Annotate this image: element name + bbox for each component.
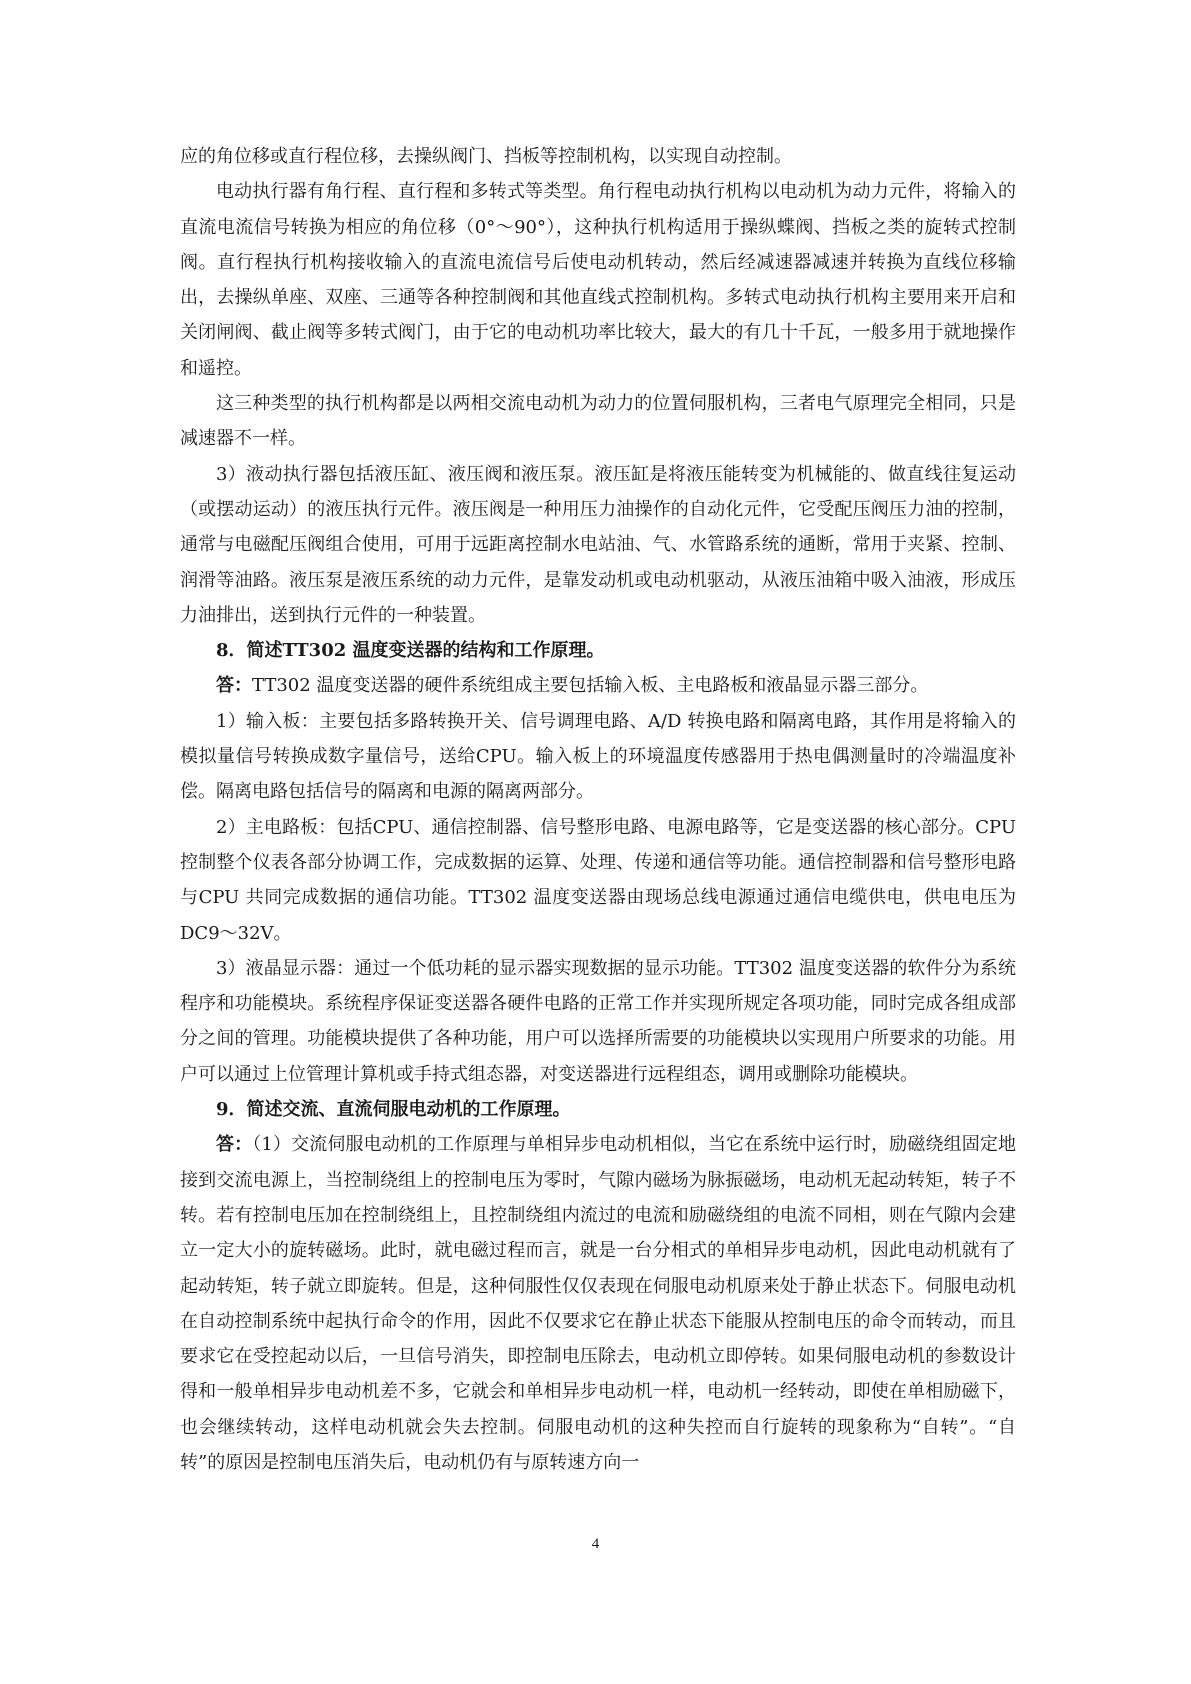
question-heading-8: 8．简述TT302 温度变送器的结构和工作原理。 — [216, 640, 605, 662]
answer-text: TT302 温度变送器的硬件系统组成主要包括输入板、主电路板和液晶显示器三部分。 — [252, 675, 929, 697]
answer-paragraph-8 — [180, 668, 1016, 703]
page-content — [180, 139, 1016, 1480]
page-number: 4 — [591, 1536, 600, 1552]
paragraph-electric-actuator-types: 电动执行器有角行程、直行程和多转式等类型。角行程电动执行机构以电动机为动力元件，将输入的直流电流信号转换为相应的角位移（0°～90°），这种执行机构适用于操纵蝶阀、挡板之类的旋转式控制阀。直行程执行机构接收输入的直流电流信号后使电动机转动，然后经减速器减速并转换为直线位移输出，去操纵单座、双座、三通等各种控制阀和其他直线式控制机构。多转式电动执行机构主要用来开启和关闭闸阀、截止阀等多转式阀门，由于它的电动机功率比较大，最大的有几十千瓦，一般多用于就地操作和遥控。 — [180, 181, 1016, 379]
answer-label: 答： — [216, 675, 252, 697]
paragraph-servo-mechanism: 这三种类型的执行机构都是以两相交流电动机为动力的位置伺服机构，三者电气原理完全相同，只是减速器不一样。 — [180, 393, 1016, 450]
paragraph-lcd-display: 3）液晶显示器：通过一个低功耗的显示器实现数据的显示功能。TT302 温度变送器的软件分为系统程序和功能模块。系统程序保证变送器各硬件电路的正常工作并实现所规定各项功能，同时完成各组成部分之间的管理。功能模块提供了各种功能，用户可以选择所需要的功能模块以实现用户所要求的功能。用户可以通过上位管理计算机或手持式组态器，对变送器进行远程组态，调用或删除功能模块。 — [180, 957, 1016, 1085]
paragraph-continuation: 应的角位移或直行程位移，去操纵阀门、挡板等控制机构，以实现自动控制。 — [180, 146, 792, 167]
paragraph-input-board: 1）输入板：主要包括多路转换开关、信号调理电路、A/D 转换电路和隔离电路，其作用是将输入的模拟量信号转换成数字量信号，送给CPU。输入板上的环境温度传感器用于热电偶测量时的冷端温度补偿。隔离电路包括信号的隔离和电源的隔离两部分。 — [180, 710, 1016, 803]
paragraph-hydraulic-actuator: 3）液动执行器包括液压缸、液压阀和液压泵。液压缸是将液压能转变为机械能的、做直线往复运动（或摆动运动）的液压执行元件。液压阀是一种用压力油操作的自动化元件，它受配压阀压力油的控制，通常与电磁配压阀组合使用，可用于远距离控制水电站油、气、水管路系统的通断，常用于夹紧、控制、润滑等油路。液压泵是液压系统的动力元件，是靠发动机或电动机驱动，从液压油箱中吸入油液，形成压力油排出，送到执行元件的一种装置。 — [180, 463, 1016, 626]
answer-paragraph-9 — [180, 1127, 1016, 1480]
answer-text: （1）交流伺服电动机的工作原理与单相异步电动机相似，当它在系统中运行时，励磁绕组固定地接到交流电源上，当控制绕组上的控制电压为零时，气隙内磁场为脉振磁场，电动机无起动转矩，转子不转。若有控制电压加在控制绕组上，且控制绕组内流过的电流和励磁绕组的电流不同相，则在气隙内会建立一定大小的旋转磁场。此时，就电磁过程而言，就是一台分相式的单相异步电动机，因此电动机就有了起动转矩，转子就立即旋转。但是，这种伺服性仅仅表现在伺服电动机原来处于静止状态下。伺服电动机在自动控制系统中起执行命令的作用，因此不仅要求它在静止状态下能服从控制电压的命令而转动，而且要求它在受控起动以后，一旦信号消失，即控制电压除去，电动机立即停转。如果伺服电动机的参数设计得和一般单相异步电动机差不多，它就会和单相异步电动机一样，电动机一经转动，即使在单相励磁下，也会继续转动，这样电动机就会失去控制。伺服电动机的这种失控而自行旋转的现象称为“自转”。“自转”的原因是控制电压消失后，电动机仍有与原转速方向一 — [180, 1134, 1017, 1473]
question-heading-9: 9．简述交流、直流伺服电动机的工作原理。 — [216, 1099, 571, 1121]
paragraph-main-board: 2）主电路板：包括CPU、通信控制器、信号整形电路、电源电路等，它是变送器的核心部分。CPU 控制整个仪表各部分协调工作，完成数据的运算、处理、传递和通信等功能。通信控制器和信号整形电路与CPU 共同完成数据的通信功能。TT302 温度变送器由现场总线电源通过通信电缆供电，供电电压为DC9～32V。 — [180, 816, 1016, 944]
answer-label: 答： — [216, 1134, 253, 1156]
